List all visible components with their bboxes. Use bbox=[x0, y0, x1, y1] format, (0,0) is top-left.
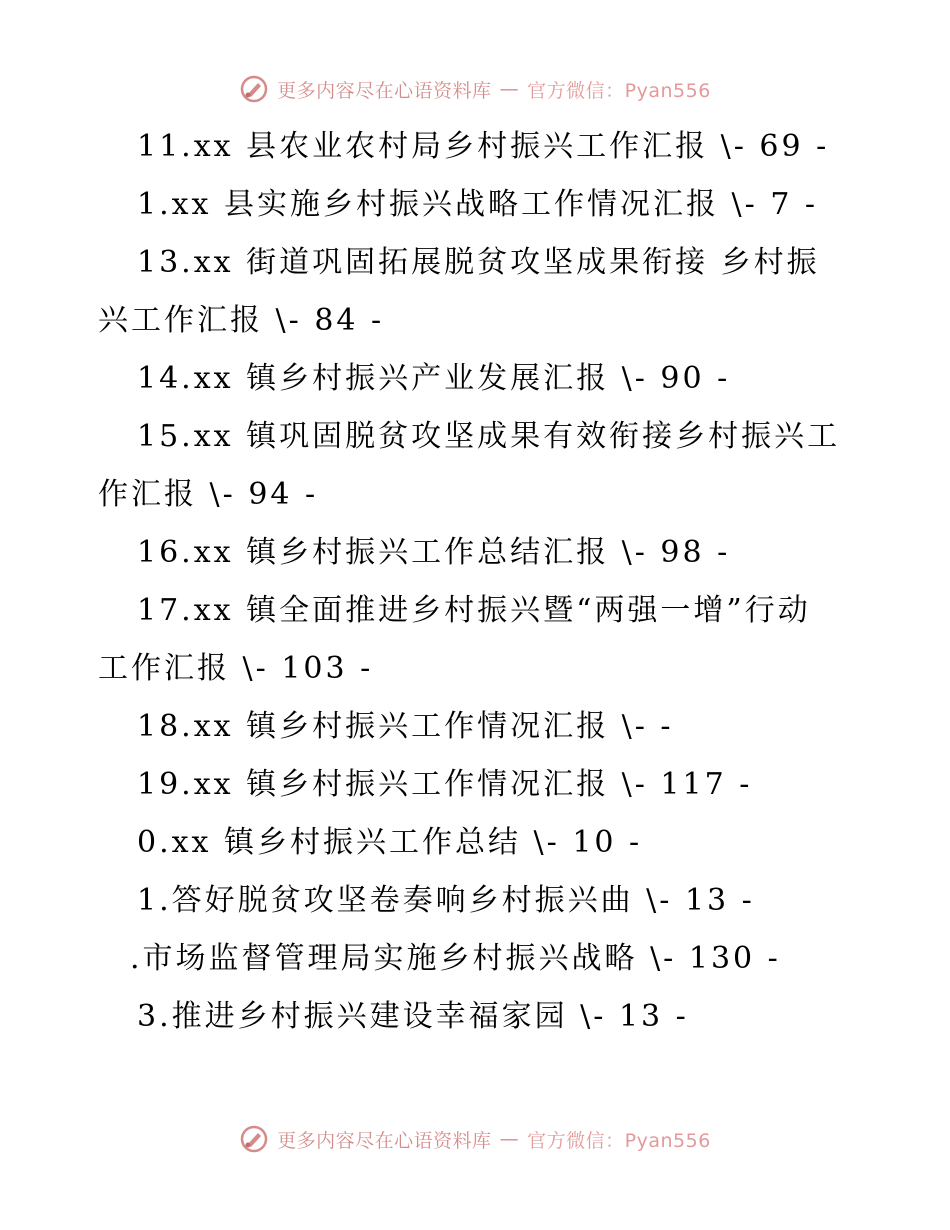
footer-watermark bbox=[0, 1124, 950, 1154]
logo-icon bbox=[239, 1124, 269, 1154]
toc-entry-continuation[interactable]: 兴工作汇报 \- 84 - bbox=[98, 303, 385, 338]
watermark-wechat: 官方微信：Pyan556 bbox=[527, 79, 711, 102]
toc-entry[interactable]: 1.答好脱贫攻坚卷奏响乡村振兴曲 \- 13 - bbox=[137, 883, 755, 918]
watermark-separator: — bbox=[499, 78, 520, 100]
toc-entry[interactable]: 13.xx 街道巩固拓展脱贫攻坚成果衔接 乡村振 bbox=[137, 245, 820, 280]
toc-entry-continuation[interactable]: 工作汇报 \- 103 - bbox=[98, 651, 374, 686]
toc-entry[interactable]: 11.xx 县农业农村局乡村振兴工作汇报 \- 69 - bbox=[137, 129, 830, 164]
toc-entry[interactable]: 1.xx 县实施乡村振兴战略工作情况汇报 \- 7 - bbox=[137, 187, 819, 222]
toc-entry[interactable]: 3.推进乡村振兴建设幸福家园 \- 13 - bbox=[137, 999, 689, 1034]
toc-entry[interactable]: 14.xx 镇乡村振兴产业发展汇报 \- 90 - bbox=[137, 361, 731, 396]
toc-entry[interactable]: 18.xx 镇乡村振兴工作情况汇报 \- - bbox=[137, 709, 674, 744]
toc-entry[interactable]: 17.xx 镇全面推进乡村振兴暨“两强一增”行动 bbox=[137, 593, 811, 628]
toc-entry[interactable]: 19.xx 镇乡村振兴工作情况汇报 \- 117 - bbox=[137, 767, 753, 802]
logo-icon bbox=[239, 74, 269, 104]
watermark-wechat: 官方微信：Pyan556 bbox=[527, 1129, 711, 1152]
toc-entry[interactable]: 0.xx 镇乡村振兴工作总结 \- 10 - bbox=[137, 825, 643, 860]
watermark-separator: — bbox=[499, 1128, 520, 1150]
watermark-text: 更多内容尽在心语资料库 bbox=[277, 1129, 492, 1152]
header-watermark bbox=[0, 74, 950, 104]
toc-entry-continuation[interactable]: 作汇报 \- 94 - bbox=[98, 477, 319, 512]
watermark-text: 更多内容尽在心语资料库 bbox=[277, 79, 492, 102]
toc-entry[interactable]: .市场监督管理局实施乡村振兴战略 \- 130 - bbox=[130, 941, 781, 976]
toc-entry[interactable]: 16.xx 镇乡村振兴工作总结汇报 \- 98 - bbox=[137, 535, 731, 570]
toc-entry[interactable]: 15.xx 镇巩固脱贫攻坚成果有效衔接乡村振兴工 bbox=[137, 419, 841, 454]
